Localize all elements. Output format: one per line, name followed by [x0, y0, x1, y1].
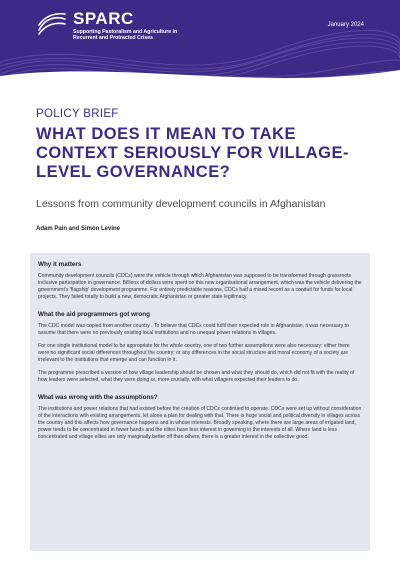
section-heading-assumptions: What was wrong with the assumptions? [38, 394, 158, 401]
section-heading-why: Why it matters [38, 261, 82, 268]
summary-box [30, 253, 370, 551]
section-paragraph: The CDC model was copied from another country . To believe that CDCs could fulfil their expected role in Afghanistan, it was necessary to assume that there were no previously existing local institutions and no unequal power relations in villages. [38, 323, 349, 336]
doc-kicker: POLICY BRIEF [36, 108, 119, 120]
logo-name: SPARC [73, 9, 134, 28]
section-paragraph: For one single institutional model to be appropriate for the whole country, one of two further assumptions were also necessary: either there were no significant social differences throughout the country; or any differences in the social structure and moral economy of a society are irrelevant to the institutions that emerge and can function in it. [38, 343, 350, 363]
logo-subtitle: Supporting Pastoralism and Agriculture in Recurrent and Protracted Crises [73, 29, 178, 42]
sparc-logo [36, 10, 193, 41]
doc-title: WHAT DOES IT MEAN TO TAKE CONTEXT SERIOUSLY FOR VILLAGE-LEVEL GOVERNANCE? [36, 125, 349, 181]
section-heading-wrong: What the aid programmers got wrong [38, 311, 150, 318]
section-paragraph: The programme prescribed a version of how village leadership should be chosen and what they should do, which did not fit with the reality of how leaders were selected, what they were doing or, more crucially, with what villagers expected their leaders to do. [38, 370, 355, 383]
header-banner [0, 0, 400, 82]
section-paragraph: Community development councils (CDCs) were the vehicle through which Afghanistan was supposed to be transformed through grassroots inclusive participation in governance. Billions of dollars were spent on this new organisational arrangement, which was the vehicle delivering the government's 'flagship' development programme. For entirely predictable reasons, CDCs had a mixed record as a conduit for funds for local projects. They failed totally to build a new, democratic Afghanistan or greater state legitimacy. [38, 273, 362, 300]
section-paragraph: The institutions and power relations that had existed before the creation of CDCs continued to operate. CDCs were set up without consideration of the interactions with existing arrangements, let alone a plan for dealing with that. There is huge social and political diversity in villages across the country and this affects how governance happens and in whose interests. Broadly speaking, where there are large areas of irrigated land, power tends to be concentrated in fewer hands and the elites have less interest in governing in the interests of all. Where land is less concentrated and village elites are only marginally better off than others, there is a greater interest in the collective good. [38, 406, 362, 440]
doc-subtitle: Lessons from community development councils in Afghanistan [36, 198, 326, 210]
publication-date: January 2024 [327, 22, 364, 28]
sparc-logo-icon [36, 10, 68, 36]
doc-authors: Adam Pain and Simon Levine [36, 226, 121, 232]
